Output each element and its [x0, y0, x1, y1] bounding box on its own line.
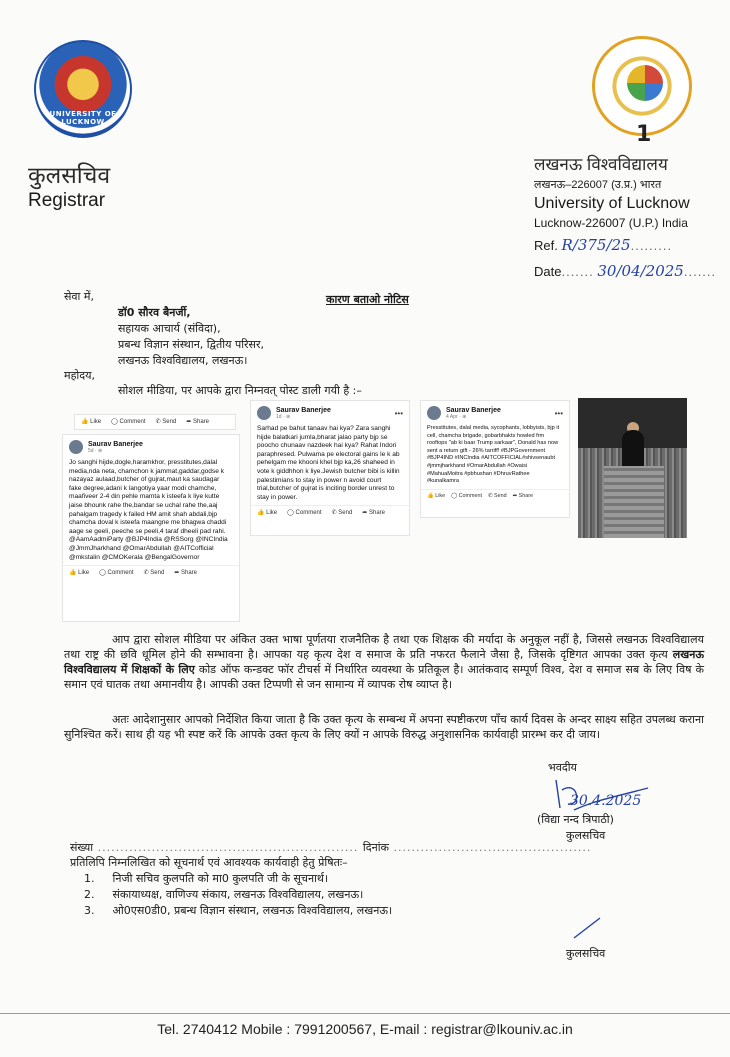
addressee-post: सहायक आचार्य (संविदा),: [118, 322, 221, 335]
avatar: [69, 440, 83, 454]
university-address-english: Lucknow-226007 (U.P.) India: [534, 216, 688, 230]
list-item: 2. संकायाध्यक्ष, वाणिज्य संकाय, लखनऊ विश्वविद्यालय, लखनऊ।: [84, 888, 364, 901]
post-author: Saurav Banerjee: [446, 406, 501, 414]
addressee-name: डॉ0 सौरव बैनर्जी,: [118, 306, 191, 319]
logo-text: UNIVERSITY OF LUCKNOW: [49, 110, 117, 126]
like-button[interactable]: 👍 Like: [257, 510, 278, 517]
like-button[interactable]: 👍 Like: [69, 570, 90, 577]
university-address: [534, 152, 724, 230]
university-name-english: University of Lucknow: [534, 195, 690, 212]
footer-contact: Tel. 2740412 Mobile : 7991200567, E-mail : registrar@lkouniv.ac.in: [157, 1021, 573, 1037]
share-button[interactable]: ➦ Share: [512, 492, 534, 499]
ref-label: Ref.: [534, 238, 558, 253]
date-line: Date....... 30/04/2025.......: [534, 262, 717, 280]
share-button[interactable]: ➦ Share: [174, 570, 197, 577]
send-button[interactable]: ✆ Send: [155, 419, 177, 425]
salutation: महोदय,: [64, 369, 95, 382]
share-button[interactable]: ➦ Share: [186, 419, 209, 425]
post-author: Saurav Banerjee: [276, 406, 331, 414]
post-header: [63, 435, 239, 456]
to-label: सेवा में,: [64, 290, 94, 303]
paragraph-2: अतः आदेशानुसार आपको निर्देशित किया जाता है कि उक्त कृत्य के सम्बन्ध में अपना स्पष्टीकरण पाँच कार्य दिवस के अन्दर साक्ष्य सहित उपलब्ध कराना सुनिश्चित करें। साथ ही यह भी स्पष्ट करें कि आपके उक्त कृत्य के लिए क्यों न आपके विरुद्ध अनुशासनिक कार्यवाही प्रारम्भ कर दी जाय।: [64, 713, 704, 741]
university-name-hindi: लखनऊ विश्वविद्यालय: [534, 155, 668, 174]
post-author: Saurav Banerjee: [88, 440, 143, 448]
post-header: [421, 401, 569, 422]
signature-date: 30.4.2025: [570, 793, 642, 809]
post-actions: [75, 415, 235, 428]
avatar: [257, 406, 271, 420]
initials-scribble: [572, 914, 602, 940]
post-actions: [421, 489, 569, 502]
date-value: 30/04/2025: [597, 262, 684, 280]
share-button[interactable]: ➦ Share: [362, 510, 385, 517]
list-item: 3. ओ0एस0डी0, प्रबन्ध विज्ञान संस्थान, लखनऊ विश्वविद्यालय, लखनऊ।: [84, 904, 393, 917]
social-post-3: [420, 400, 570, 518]
comment-button[interactable]: ◯ Comment: [287, 510, 322, 517]
ref-number: R/375/25: [561, 236, 631, 254]
post-text: Sarhad pe bahut tanaav hai kya? Zara sanghi hijde balatkari jumla,bharat jalao party bjp se poocho chunaav nazdeek hai kya? Rahat Indori paraphresed. Pulwama pe electoral gains le k ab pehelgam me khooni khel bjp ka,26 shaheed in vote k giddhhon k liye.Jewish butcher bibi is killin palestimians to stay in power n avoid court trial,butcher of gujrat is inciting border unrest to stay in power.: [257, 425, 400, 501]
closing: भवदीय: [548, 761, 577, 774]
avatar: [427, 406, 441, 420]
speaker-photo: [578, 398, 687, 538]
social-post-1: [62, 434, 240, 622]
paragraph-1: आप द्वारा सोशल मीडिया पर अंकित उक्त भाषा पूर्णतया राजनैतिक है तथा एक शिक्षक की मर्यादा के अनुकूल नहीं है, जिससे लखनऊ विश्वविद्यालय तथा राष्ट्र की छवि धूमिल होने की सम्भावना है। आपका यह कृत्य देश व समाज के प्रति नफरत फैलाने जैसा है, जिसके दृष्टिगत आपका उक्त कृत्य लखनऊ विश्वविद्यालय में शिक्षकों के लिए कोड ऑफ कन्डक्ट फॉर टीचर्स में निर्धारित व्यवस्था के प्रतिकूल है। आतंकवाद सम्पूर्ण विश्व, देश व समाज सब के लिए विष के समान एवं घातक तथा अमानवीय है। आपकी उक्त टिप्पणी से जन सामान्य में व्यापक रोष व्याप्त है।: [64, 633, 704, 691]
addressee-dept: प्रबन्ध विज्ञान संस्थान, द्वितीय परिसर,: [118, 338, 264, 351]
emphasis-text: लखनऊ विश्वविद्यालय में शिक्षकों के लिए: [64, 648, 704, 676]
send-button[interactable]: ✆ Send: [143, 570, 165, 577]
post-actions: [251, 505, 409, 519]
dispatch-date-label: दिनांक: [362, 841, 389, 854]
signatory-title: कुलसचिव: [566, 829, 606, 842]
dispatch-line: संख्या .......................................................... दिनांक ............................................: [70, 841, 592, 854]
post-fragment: [74, 414, 236, 430]
post-text: Jo sanghi hijde,dogle,haramkhor, presstitutes,dalal media,nda neta, chamchon k jammat,gaddar,godse k nazayaz aulaad,butcher of gujrat,maut ka saudagar fake degree,adani k langotiya yaar modi chamche, maafiveer 2-4 din pehle mamta k isteefa k liye kutte jaise bhounk rahe the,bandar se uchal rahe the,aaj pahalgam tragedy k failed HM amit shah abdali,bjp chamcha doval k isteefa maangne me bhagwa chaddi aage se geeli, peeche se peeli,4 taraf dheeli pad rahi. @AamAadmiParty @BJP4India @RSSorg @INCIndia @JmmJharkhand @OmarAbdullah @AITCofficial @mkstalin @CMOKerala @BengalGovernor: [69, 459, 228, 561]
post-header: [251, 401, 409, 422]
copy-heading: प्रतिलिपि निम्नलिखित को सूचनार्थ एवं आवश्यक कार्यवाही हेतु प्रेषितः–: [70, 856, 348, 869]
post-text: Presstitutes, dalal media, sycophants, lobbyists, bjp it cell, chamcha brigade, gobarbhakts howled frm rooftops "ab ki baar Trump sarkaar", Donald has now sent a return gift - 26% tarriff! #BJPGovernment #BJP4IND #INCIndia #AITCOFFICIAL#shivsenaubt #jmmjharkhand #OmarAbdullah #Owaisi #MahuaMoitra #pbhushan #DhruvRathee #kunalkamra: [427, 425, 560, 485]
list-item: 1. निजी सचिव कुलपति को मा0 कुलपति जी के सूचनार्थ।: [84, 872, 329, 885]
footer-divider: [0, 1013, 730, 1014]
seal-number: 1: [636, 122, 652, 147]
post-time: 1d · ⊕: [276, 413, 291, 420]
comment-button[interactable]: ◯ Comment: [99, 570, 134, 577]
comment-button[interactable]: ◯ Comment: [111, 419, 146, 425]
signatory-name: (विद्या नन्द त्रिपाठी): [537, 813, 614, 826]
post-actions: [63, 565, 239, 579]
final-signatory-title: कुलसचिव: [566, 947, 606, 960]
registrar-title-hindi: कुलसचिव: [28, 163, 111, 189]
reference-line: Ref. R/375/25.........: [534, 236, 673, 254]
send-button[interactable]: ✆ Send: [331, 510, 353, 517]
like-button[interactable]: 👍 Like: [427, 492, 446, 499]
post-time: 4 Apr · ⊕: [446, 413, 467, 420]
copy-list: [84, 871, 392, 919]
ref-number-label: संख्या: [70, 841, 94, 854]
university-address-hindi: लखनऊ–226007 (उ.प्र.) भारत: [534, 179, 662, 191]
date-label: Date: [534, 264, 562, 279]
send-button[interactable]: ✆ Send: [488, 492, 507, 499]
notice-title: कारण बताओ नोटिस: [326, 293, 409, 306]
post-time: 5d · ⊕: [88, 447, 103, 454]
accreditation-seal: [592, 36, 692, 146]
like-button[interactable]: 👍 Like: [81, 419, 102, 425]
university-logo: [34, 40, 132, 138]
more-options-icon[interactable]: •••: [394, 408, 403, 418]
seal-emblem: [592, 36, 692, 136]
addressee-block: [118, 305, 264, 369]
more-options-icon[interactable]: •••: [554, 408, 563, 418]
addressee-university: लखनऊ विश्वविद्यालय, लखनऊ।: [118, 354, 248, 367]
intro-line: सोशल मीडिया, पर आपके द्वारा निम्नवत् पोस्ट डाली गयी है :–: [118, 384, 362, 397]
registrar-title-english: Registrar: [28, 190, 106, 211]
comment-button[interactable]: ◯ Comment: [451, 492, 483, 499]
social-post-2: [250, 400, 410, 536]
